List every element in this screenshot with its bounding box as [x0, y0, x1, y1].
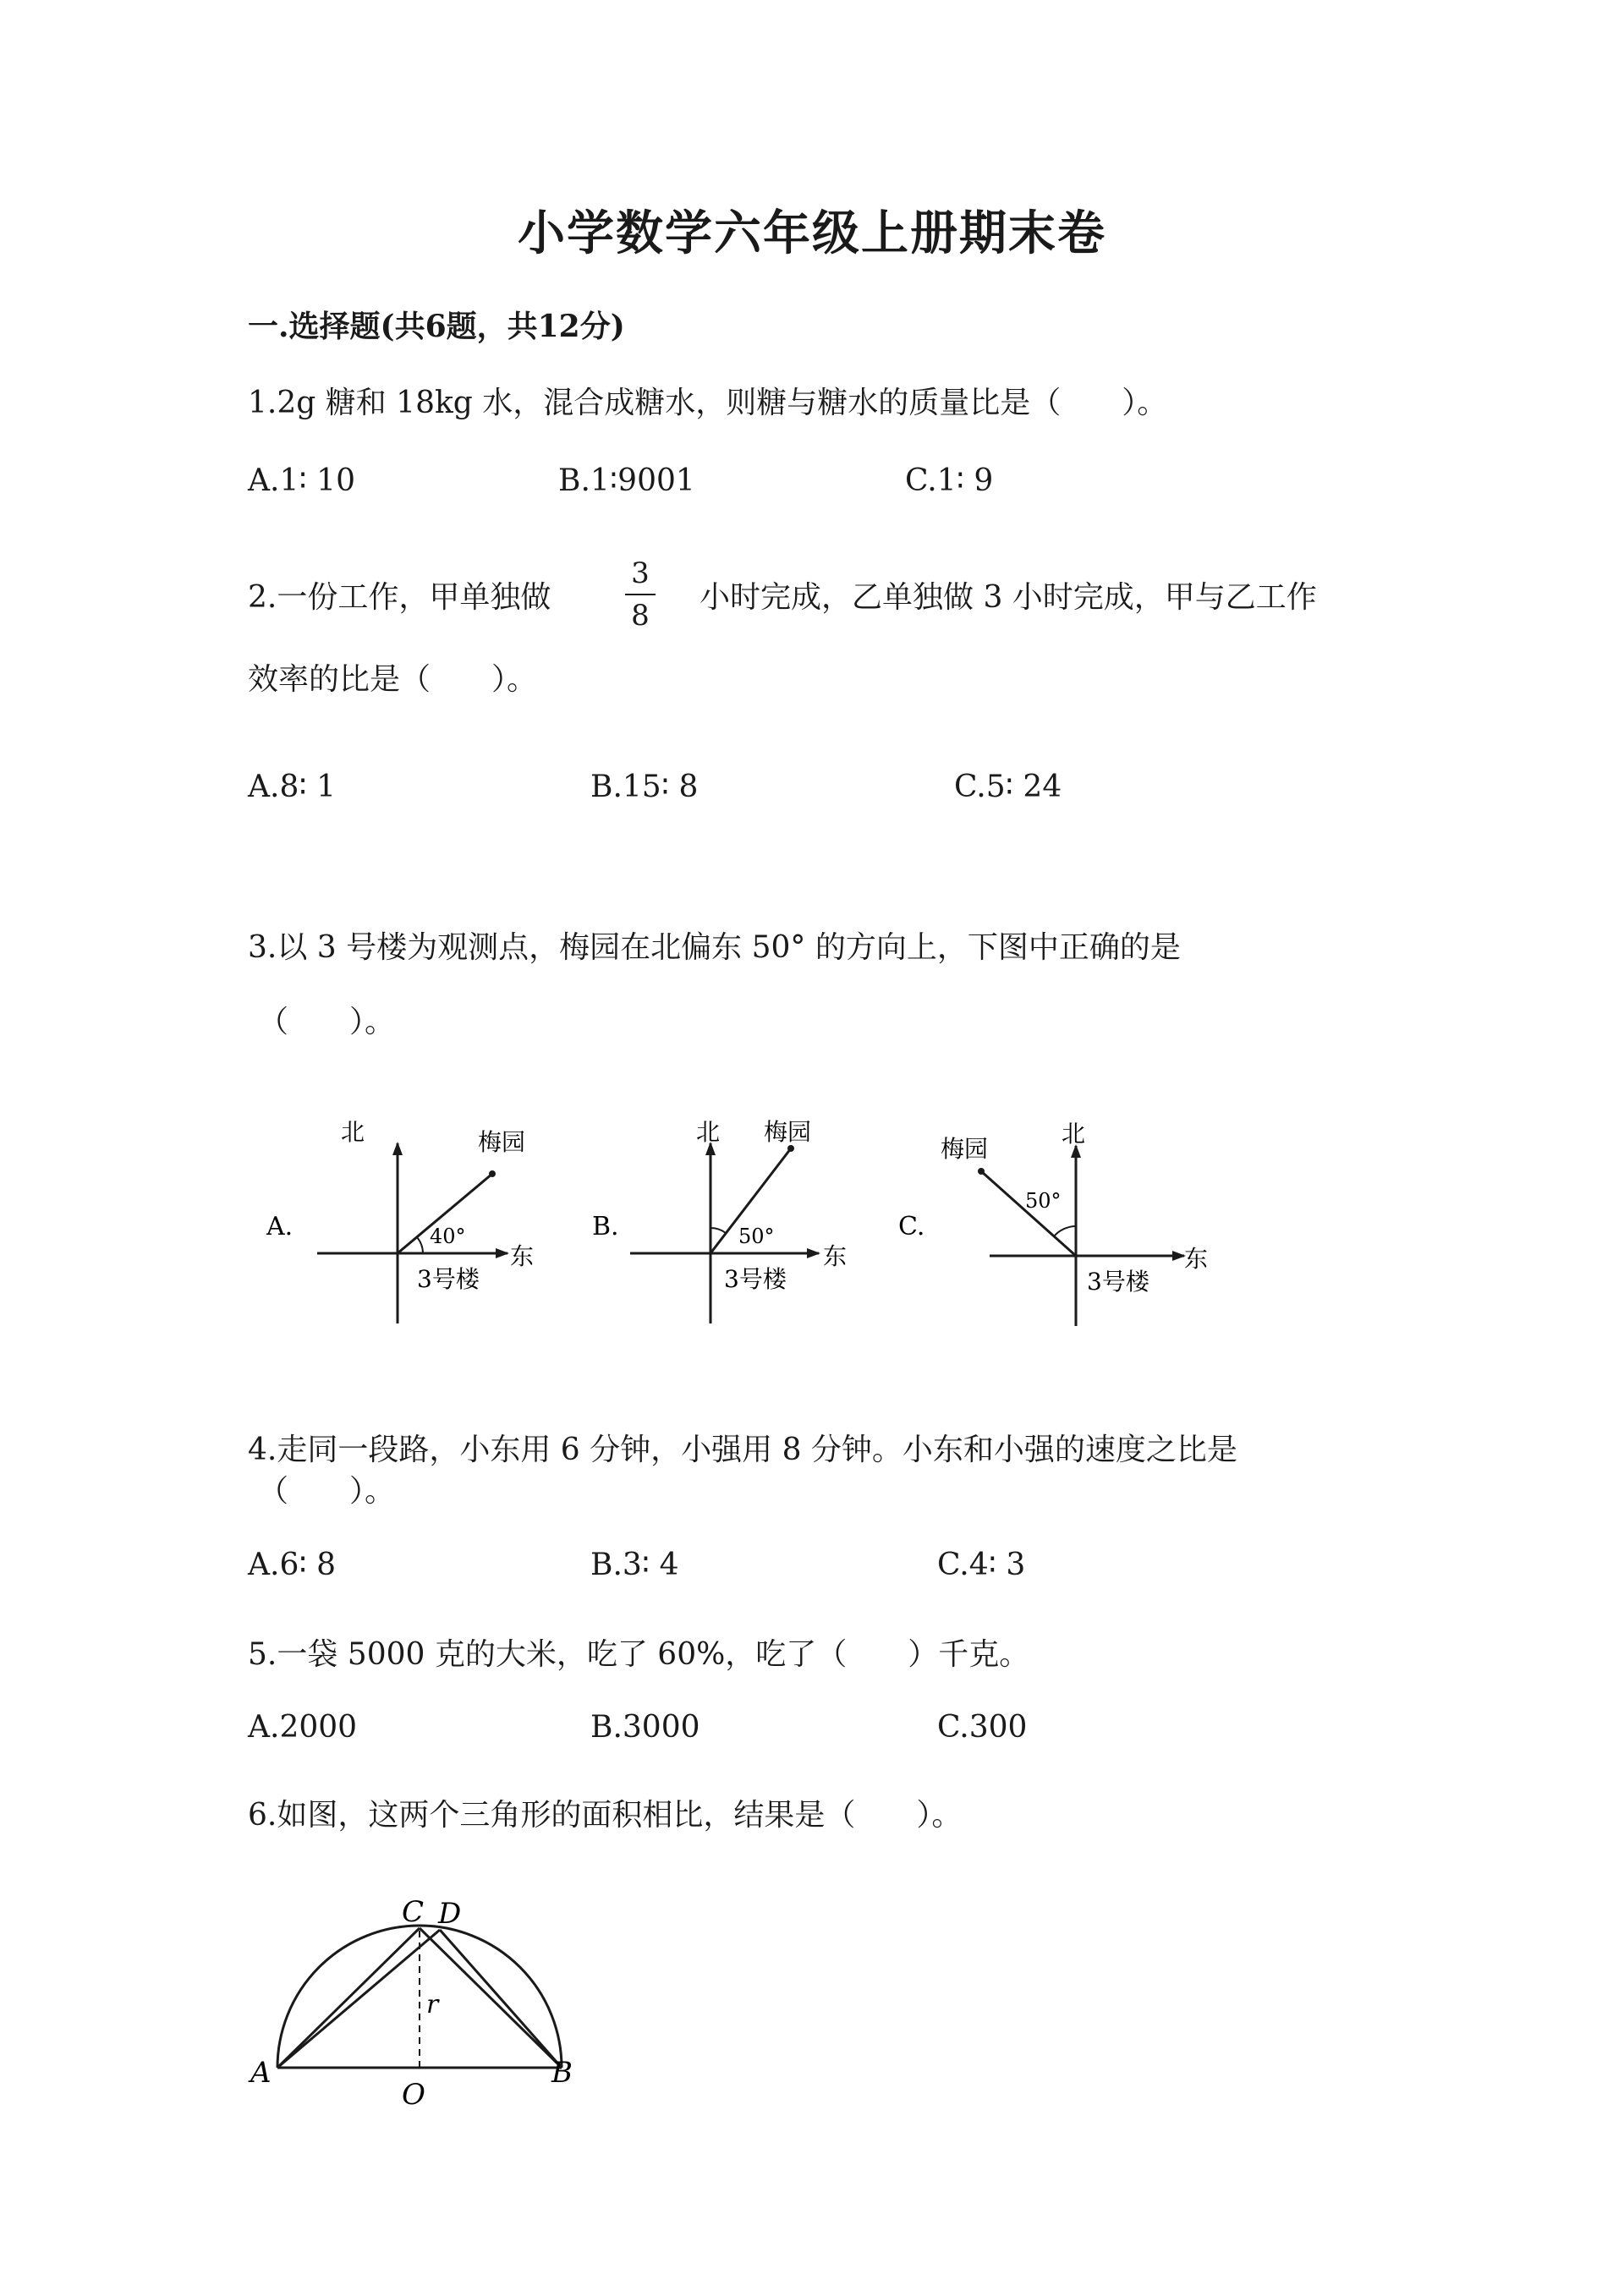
origin-label: 3号楼 [417, 1265, 480, 1293]
fraction-bar [625, 594, 656, 595]
fraction-numerator: 3 [631, 556, 650, 590]
question-1-option-a[interactable]: A.1∶ 10 [248, 463, 355, 498]
target-label: 梅园 [941, 1135, 989, 1163]
target-point [978, 1168, 985, 1175]
question-2-option-c[interactable]: C.5∶ 24 [954, 770, 1062, 804]
page-title: 小学数学六年级上册期末卷 [518, 205, 1106, 261]
north-label: 北 [696, 1118, 721, 1146]
point-a-label: A [250, 2056, 272, 2090]
segment-ad [277, 1930, 440, 2068]
question-2-option-b[interactable]: B.15∶ 8 [590, 770, 699, 804]
angle-label: 50° [1025, 1189, 1062, 1213]
figure-a-label: A. [266, 1212, 294, 1241]
figure-a[interactable] [266, 1118, 534, 1323]
fraction-denominator: 8 [631, 599, 650, 633]
point-b-label: B [551, 2056, 573, 2090]
question-4-option-b[interactable]: B.3∶ 4 [590, 1548, 679, 1582]
question-3-stem-part-1: 3.以 3 号楼为观测点，梅园在北偏东 50° 的方向上，下图中正确的是 [248, 930, 1181, 965]
question-6-figure [237, 1886, 609, 2123]
point-o-label: O [402, 2078, 425, 2112]
east-label: 东 [1184, 1245, 1209, 1273]
angle-label: 40° [430, 1225, 466, 1248]
question-4-stem-part-1: 4.走同一段路，小东用 6 分钟，小强用 8 分钟。小东和小强的速度之比是 [248, 1433, 1237, 1467]
target-label: 梅园 [478, 1128, 526, 1156]
question-4-option-a[interactable]: A.6∶ 8 [248, 1548, 337, 1582]
north-label: 北 [341, 1118, 365, 1146]
figure-b[interactable] [592, 1118, 847, 1323]
point-d-label: D [438, 1897, 462, 1931]
target-point [489, 1170, 496, 1177]
segment-cb [420, 1928, 562, 2068]
question-6-stem: 6.如图，这两个三角形的面积相比，结果是（ ）。 [248, 1798, 963, 1833]
figure-c[interactable] [898, 1120, 1208, 1326]
point-c-label: C [402, 1895, 425, 1929]
question-4-option-c[interactable]: C.4∶ 3 [937, 1548, 1026, 1582]
question-5-option-a[interactable]: A.2000 [248, 1710, 358, 1745]
angle-arc [417, 1237, 423, 1253]
target-point [787, 1145, 794, 1152]
origin-label: 3号楼 [1087, 1268, 1149, 1296]
question-2-stem-part-1: 2.一份工作，甲单独做 [248, 580, 551, 615]
question-3-stem-part-2: （ ）。 [258, 1005, 396, 1039]
question-5-option-b[interactable]: B.3000 [590, 1710, 700, 1745]
figure-c-label: C. [898, 1212, 925, 1241]
section-heading: 一.选择题(共6题，共12分) [248, 309, 625, 344]
radius-label: r [426, 1990, 439, 2019]
question-1-option-c[interactable]: C.1∶ 9 [905, 463, 994, 498]
question-5-option-c[interactable]: C.300 [937, 1710, 1028, 1745]
question-2-stem-part-3: 效率的比是（ ）。 [248, 662, 538, 697]
question-2-fraction [622, 556, 659, 633]
figure-b-label: B. [592, 1212, 619, 1241]
origin-label: 3号楼 [724, 1265, 787, 1293]
question-1-stem: 1.2g 糖和 18kg 水，混合成糖水，则糖与糖水的质量比是（ ）。 [248, 386, 1168, 420]
angle-label: 50° [738, 1225, 775, 1248]
north-label: 北 [1062, 1120, 1086, 1148]
question-1-option-b[interactable]: B.1∶9001 [558, 463, 695, 498]
question-5-stem: 5.一袋 5000 克的大米，吃了 60%，吃了（ ）千克。 [248, 1637, 1030, 1672]
angle-arc [1054, 1226, 1076, 1236]
east-label: 东 [510, 1242, 535, 1270]
angle-arc [710, 1228, 726, 1233]
east-label: 东 [823, 1242, 848, 1270]
direction-ray [981, 1171, 1076, 1256]
question-2-option-a[interactable]: A.8∶ 1 [248, 770, 337, 804]
question-4-stem-part-2: （ ）。 [258, 1474, 396, 1509]
target-label: 梅园 [764, 1118, 812, 1146]
segment-ac [277, 1928, 420, 2068]
question-3-figures [0, 1091, 1624, 1345]
question-2-stem-part-2: 小时完成，乙单独做 3 小时完成，甲与乙工作 [700, 580, 1317, 615]
